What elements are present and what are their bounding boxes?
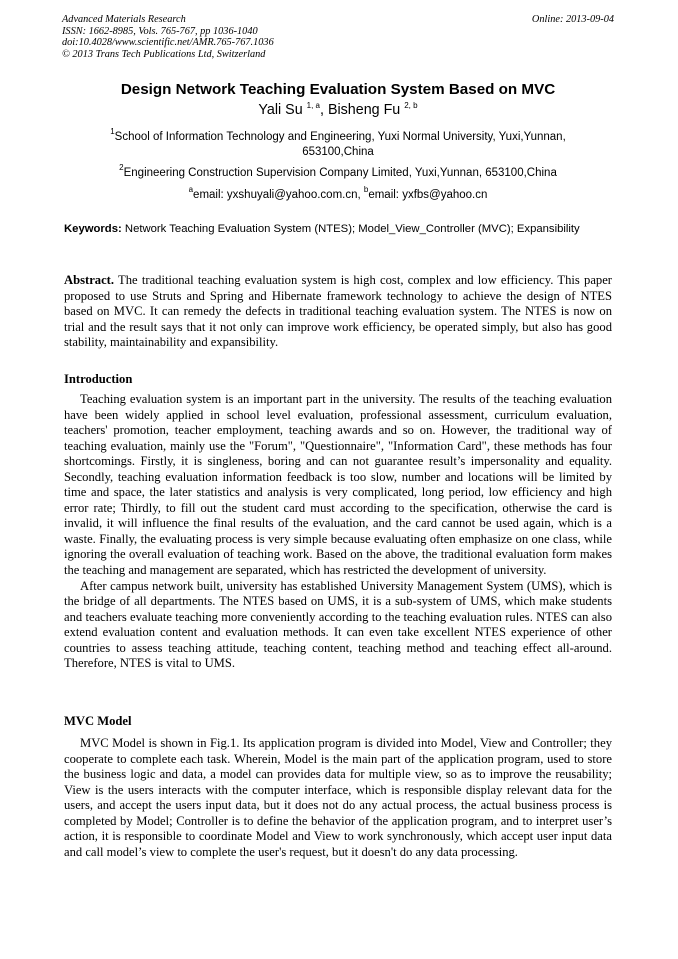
email-text: email: yxshuyali@yahoo.com.cn,: [193, 189, 364, 201]
author-name: Bisheng Fu: [327, 102, 405, 118]
keywords: [64, 222, 612, 237]
keywords-text: Network Teaching Evaluation System (NTES); Model_View_Controller (MVC); Expansibility: [121, 223, 580, 235]
affiliation-text: School of Information Technology and Engineering, Yuxi Normal University, Yuxi,Yunnan, 653100,China: [114, 131, 566, 158]
email-superscript: a: [188, 185, 194, 194]
affiliation-1: [82, 127, 594, 159]
author-name: Yali Su: [258, 102, 307, 118]
journal-name: Advanced Materials Research: [62, 14, 186, 25]
introduction-paragraph-1: Teaching evaluation system is an important part in the university. The results of the teaching evaluation have been widely applied in school level evaluation, professional assessment, curriculum evaluation, teachers' promotion, teacher employment, teaching awards and so on. However, the traditional way of teaching evaluation, mainly use the "Forum", "Questionnaire", "Information Card", these methods has four shortcomings. Firstly, it is singleness, boring and can not guarantee result’s impersonality and equality. Secondly, teaching evaluation information feedback is too slow, number and locations will be limited by time and space, the later statistics and analysis is very complicated, long period, low efficiency and high error rate; Thirdly, to fill out the student card must according to the specification, otherwise the card is invalid, it will influence the final results of the evaluation, and the card cannot be used again, which is a waste. Finally, the evaluating process is very simple because evaluating often emphasize on one class, while ignoring the overall evaluation of teaching work. Based on the above, the traditional evaluation form makes the teaching and management are separated, which has restricted the development of university.: [64, 392, 612, 578]
email-text: email: yxfbs@yahoo.cn: [368, 189, 488, 201]
section-heading-introduction: Introduction: [64, 372, 133, 386]
keywords-label: Keywords:: [64, 223, 122, 235]
affiliation-2: [82, 163, 594, 181]
author-superscript: 2, b: [404, 101, 418, 110]
paper-title: Design Network Teaching Evaluation System Based on MVC: [120, 81, 556, 98]
copyright-line: © 2013 Trans Tech Publications Ltd, Switzerland: [62, 48, 266, 60]
online-date: Online: 2013-09-04: [531, 14, 614, 25]
author-list: [62, 102, 614, 119]
section-heading-mvc: MVC Model: [64, 714, 132, 728]
abstract-text: The traditional teaching evaluation system is high cost, complex and low efficiency. This paper proposed to use Struts and Spring and Hibernate framework technology to achieve the design of NTES based on MVC. It can remedy the defects in traditional teaching evaluation system. The NTES is now on trial and the result says that it not only can improve work efficiency, be operated simply, but also has good stability, maintainability and expansibility.: [64, 273, 612, 350]
email-line: [62, 185, 614, 202]
doi-line: doi:10.4028/www.scientific.net/AMR.765-767.1036: [62, 37, 274, 49]
abstract-label: Abstract.: [64, 273, 115, 287]
affiliation-text: Engineering Construction Supervision Company Limited, Yuxi,Yunnan, 653100,China: [123, 167, 557, 179]
author-superscript: 1, a: [306, 101, 320, 110]
affiliation-superscript: 1: [110, 127, 115, 136]
introduction-body: [64, 392, 612, 672]
abstract: [64, 273, 612, 351]
introduction-paragraph-2: After campus network built, university has established University Management System (UMS), which is the bridge of all departments. The NTES based on UMS, it is a sub-system of UMS, which make students and teachers evaluate teaching more conveniently according to the teaching evaluation rules. NTES can also extend evaluation content and evaluation methods. It can even take excellent NTES experience of other countries to assess teaching attitude, teaching content, teaching method and teaching effect all-around. Therefore, NTES is vital to UMS.: [64, 578, 612, 671]
author-separator: ,: [319, 102, 328, 118]
affiliation-superscript: 2: [119, 163, 124, 172]
mvc-paragraph-1: MVC Model is shown in Fig.1. Its application program is divided into Model, View and Controller; they cooperate to complete each task. Wherein, Model is the main part of the application program, used to store the business logic and data, a model can provides data for multiple view, so as to improve the reusability; View is the users interacts with the computer interface, which is responsible display relevant data for the users, and accept the users input data, but it does not do any actual process, the actual business process is completed by Model; Controller is to define the behavior of the application program, and to interpret user’s action, it is responsible to coordinate Model and View to work synchronously, which accept user input data and call model’s view to complete the user's request, but it doesn't do any data processing.: [64, 736, 612, 859]
email-superscript: b: [363, 185, 369, 194]
issn-line: ISSN: 1662-8985, Vols. 765-767, pp 1036-1040: [62, 25, 258, 37]
mvc-body: [64, 736, 612, 860]
journal-header: [62, 14, 614, 60]
